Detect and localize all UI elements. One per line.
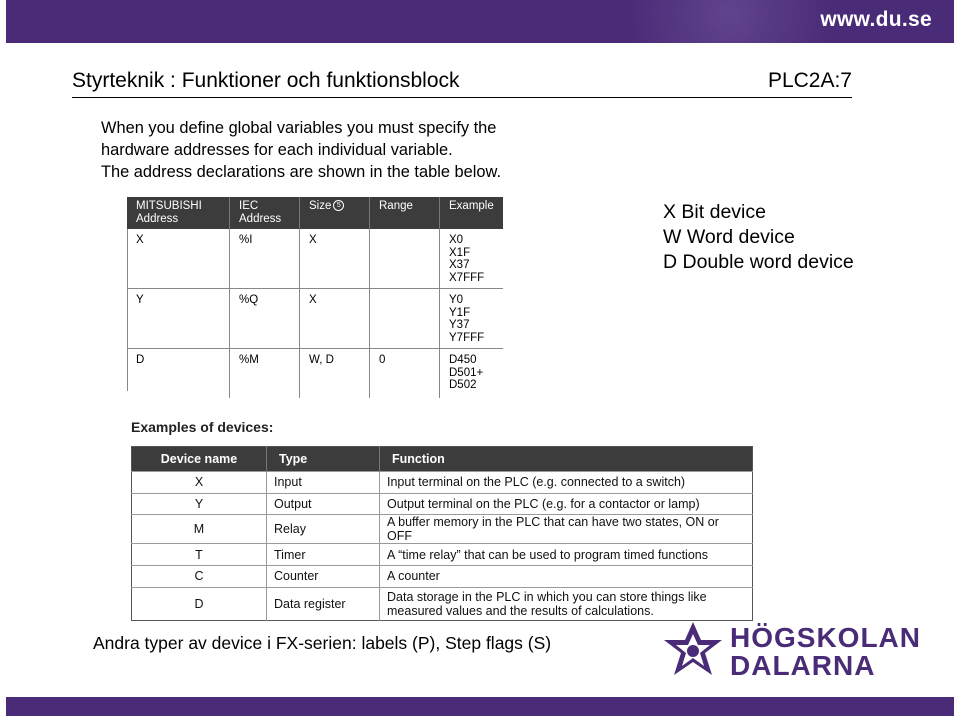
table-row bbox=[132, 587, 753, 620]
header-device-name: Device name bbox=[132, 447, 267, 472]
cell-type: Timer bbox=[267, 544, 380, 566]
example-value: X7FFF bbox=[449, 272, 485, 285]
slide-number: PLC2A:7 bbox=[767, 69, 852, 92]
cell-iec: %Q bbox=[230, 289, 300, 349]
cell-device-name: C bbox=[132, 566, 267, 588]
table-row bbox=[132, 544, 753, 566]
header-example: Example bbox=[440, 197, 503, 229]
device-size-legend bbox=[663, 200, 854, 275]
example-value: D502 bbox=[449, 379, 477, 392]
table-row bbox=[132, 566, 753, 588]
devices-table bbox=[131, 446, 753, 621]
example-value: D450 bbox=[449, 354, 477, 366]
top-banner bbox=[6, 0, 954, 43]
table-row bbox=[132, 493, 753, 515]
logo-line1: HÖGSKOLAN bbox=[730, 622, 921, 653]
header-size-label: Size bbox=[309, 200, 332, 212]
table-row bbox=[127, 349, 503, 399]
cell-size: X bbox=[300, 289, 370, 349]
cell-function: Input terminal on the PLC (e.g. connected to a switch) bbox=[380, 472, 753, 494]
slide-title: Styrteknik : Funktioner och funktionsblock bbox=[72, 69, 460, 92]
table-row bbox=[132, 472, 753, 494]
devices-heading: Examples of devices: bbox=[131, 419, 274, 435]
logo-line2: DALARNA bbox=[730, 650, 876, 681]
intro-line: When you define global variables you must specify the bbox=[101, 119, 497, 137]
cell-device-name: D bbox=[132, 587, 267, 620]
cell-device-name: M bbox=[132, 515, 267, 544]
cell-range bbox=[370, 229, 440, 289]
example-value: Y37 bbox=[449, 319, 470, 332]
cell-range: 0 bbox=[370, 349, 440, 399]
cell-example bbox=[440, 229, 503, 289]
cell-mitsubishi: X bbox=[127, 229, 230, 289]
example-value: X1F bbox=[449, 246, 471, 259]
legend-item: D Double word device bbox=[663, 251, 854, 273]
example-value: Y1F bbox=[449, 306, 471, 319]
intro-line: The address declarations are shown in the table below. bbox=[101, 163, 501, 181]
legend-item: W Word device bbox=[663, 226, 795, 248]
cell-type: Data register bbox=[267, 587, 380, 620]
slide-title-bar bbox=[72, 69, 852, 98]
table-row bbox=[127, 289, 503, 349]
table-row bbox=[132, 515, 753, 544]
cell-function: A counter bbox=[380, 566, 753, 588]
header-mitsubishi-address: MITSUBISHI Address bbox=[127, 197, 230, 229]
example-value: Y7FFF bbox=[449, 332, 485, 345]
example-value: Y0 bbox=[449, 294, 464, 306]
banner-decoration bbox=[574, 0, 834, 43]
cell-function: Output terminal on the PLC (e.g. for a contactor or lamp) bbox=[380, 493, 753, 515]
intro-line: hardware addresses for each individual variable. bbox=[101, 141, 453, 159]
cell-example bbox=[440, 349, 503, 399]
cell-mitsubishi: Y bbox=[127, 289, 230, 349]
legend-item: X Bit device bbox=[663, 201, 766, 223]
table-row bbox=[127, 229, 503, 289]
cell-size: W, D bbox=[300, 349, 370, 399]
cell-iec: %M bbox=[230, 349, 300, 399]
cell-device-name: T bbox=[132, 544, 267, 566]
site-url[interactable]: www.du.se bbox=[820, 8, 932, 31]
intro-text bbox=[101, 117, 571, 183]
cell-function: A buffer memory in the PLC that can have two states, ON or OFF bbox=[380, 515, 753, 544]
star-emblem-icon bbox=[660, 620, 726, 680]
example-value: D501+ bbox=[449, 366, 484, 379]
hogskolan-dalarna-logo[interactable] bbox=[660, 620, 930, 680]
address-table bbox=[127, 197, 503, 398]
cell-device-name: X bbox=[132, 472, 267, 494]
footnote-marker: 5 bbox=[333, 200, 344, 211]
cell-size: X bbox=[300, 229, 370, 289]
cell-type: Counter bbox=[267, 566, 380, 588]
cell-function: A “time relay” that can be used to program timed functions bbox=[380, 544, 753, 566]
header-type: Type bbox=[267, 447, 380, 472]
cell-range bbox=[370, 289, 440, 349]
cell-function: Data storage in the PLC in which you can store things like measured values and the results of calculations. bbox=[380, 587, 753, 620]
header-iec-address: IEC Address bbox=[230, 197, 300, 229]
bottom-banner bbox=[6, 697, 954, 716]
header-function: Function bbox=[380, 447, 753, 472]
cell-mitsubishi: D bbox=[127, 349, 230, 399]
footer-note: Andra typer av device i FX-serien: labels (P), Step flags (S) bbox=[93, 633, 552, 653]
header-range: Range bbox=[370, 197, 440, 229]
cell-type: Relay bbox=[267, 515, 380, 544]
cell-device-name: Y bbox=[132, 493, 267, 515]
cell-type: Input bbox=[267, 472, 380, 494]
cell-example bbox=[440, 289, 503, 349]
header-size bbox=[300, 197, 370, 229]
example-value: X37 bbox=[449, 259, 470, 272]
example-value: X0 bbox=[449, 234, 464, 246]
cell-iec: %I bbox=[230, 229, 300, 289]
cell-type: Output bbox=[267, 493, 380, 515]
